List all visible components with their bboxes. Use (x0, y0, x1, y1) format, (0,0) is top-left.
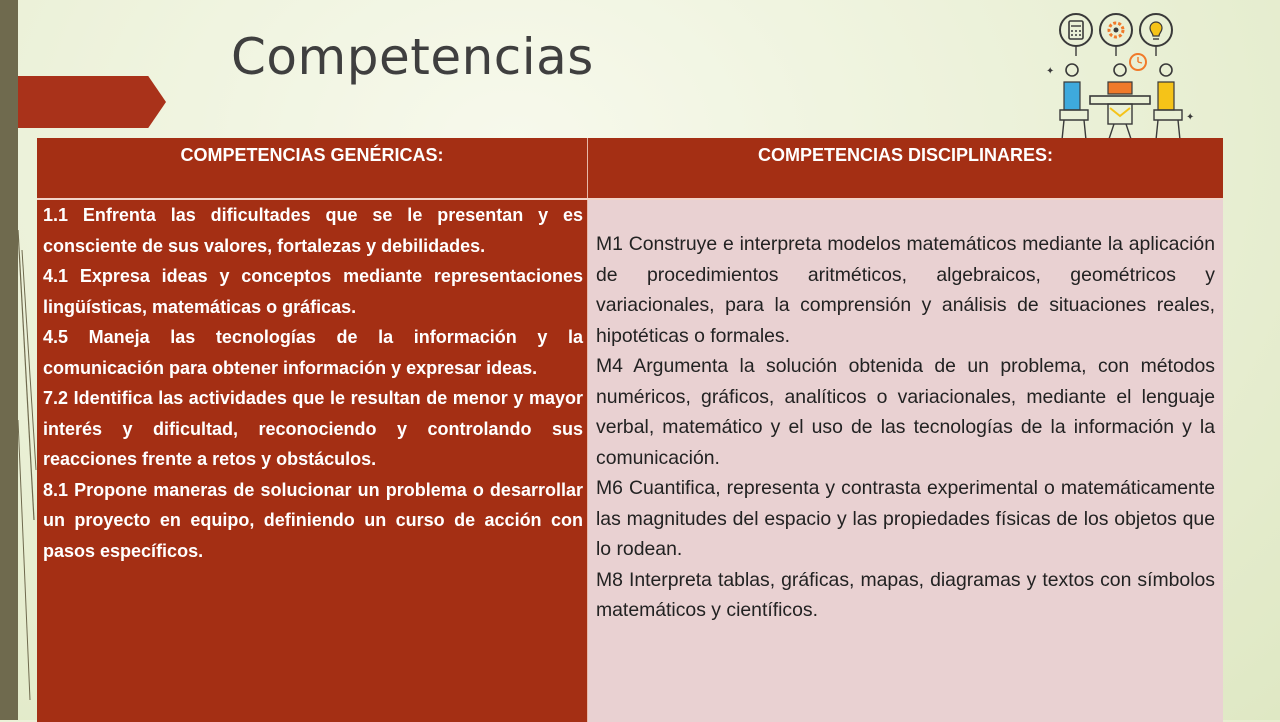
person-icon (1060, 64, 1088, 140)
competencias-table (37, 138, 1223, 720)
disciplinary-competency-m8: M8 Interpreta tablas, gráficas, mapas, diagramas y textos con símbolos matemáticos y científicos. (596, 568, 1215, 621)
header-competencias-genericas: COMPETENCIAS GENÉRICAS: (37, 138, 588, 198)
page-title: Competencias (231, 28, 594, 86)
svg-text:✦: ✦ (1046, 66, 1055, 77)
disciplinary-competency-m4: M4 Argumenta la solución obtenida de un problema, con métodos numéricos, gráficos, analíticos o variacionales, mediante el lenguaje verbal, matemático y el uso de las tecnologías de la información y la comunicación. (596, 355, 1215, 469)
table-header-row (37, 138, 1223, 198)
disciplinary-competencies-cell (588, 200, 1223, 722)
disciplinary-competency-m6: M6 Cuantifica, representa y contrasta experimental o matemáticamente las magnitudes del espacio y las propiedades físicas de los objetos que lo rodean. (596, 477, 1215, 560)
gear-icon (1100, 14, 1132, 46)
teamwork-illustration (1042, 8, 1207, 158)
generic-competency-4-5: 4.5 Maneja las tecnologías de la información y la comunicación para obtener información y expresar ideas. (43, 327, 583, 378)
table-body-row (37, 198, 1223, 722)
svg-text:✦: ✦ (1186, 112, 1195, 123)
generic-competency-7-2: 7.2 Identifica las actividades que le resultan de menor y mayor interés y dificultad, reconociendo y controlando sus reacciones frente a retos y obstáculos. (43, 388, 583, 469)
clock-icon (1130, 54, 1146, 70)
generic-competency-4-1: 4.1 Expresa ideas y conceptos mediante representaciones lingüísticas, matemáticas o gráficas. (43, 266, 583, 317)
calculator-icon (1060, 14, 1092, 46)
header-competencias-disciplinares: COMPETENCIAS DISCIPLINARES: (588, 138, 1223, 198)
lightbulb-icon (1140, 14, 1172, 46)
generic-competencies-cell (37, 200, 588, 722)
generic-competency-1-1: 1.1 Enfrenta las dificultades que se le presentan y es consciente de sus valores, fortalezas y debilidades. (43, 205, 583, 256)
generic-competency-8-1: 8.1 Propone maneras de solucionar un problema o desarrollar un proyecto en equipo, definiendo un curso de acción con pasos específicos. (43, 479, 583, 561)
disciplinary-competency-m1: M1 Construye e interpreta modelos matemáticos mediante la aplicación de procedimientos aritméticos, algebraicos, geométricos y variacionales, para la comprensión y análisis de situaciones reales, hipotéticas o formales. (596, 233, 1215, 347)
title-arrow-accent (18, 76, 166, 128)
